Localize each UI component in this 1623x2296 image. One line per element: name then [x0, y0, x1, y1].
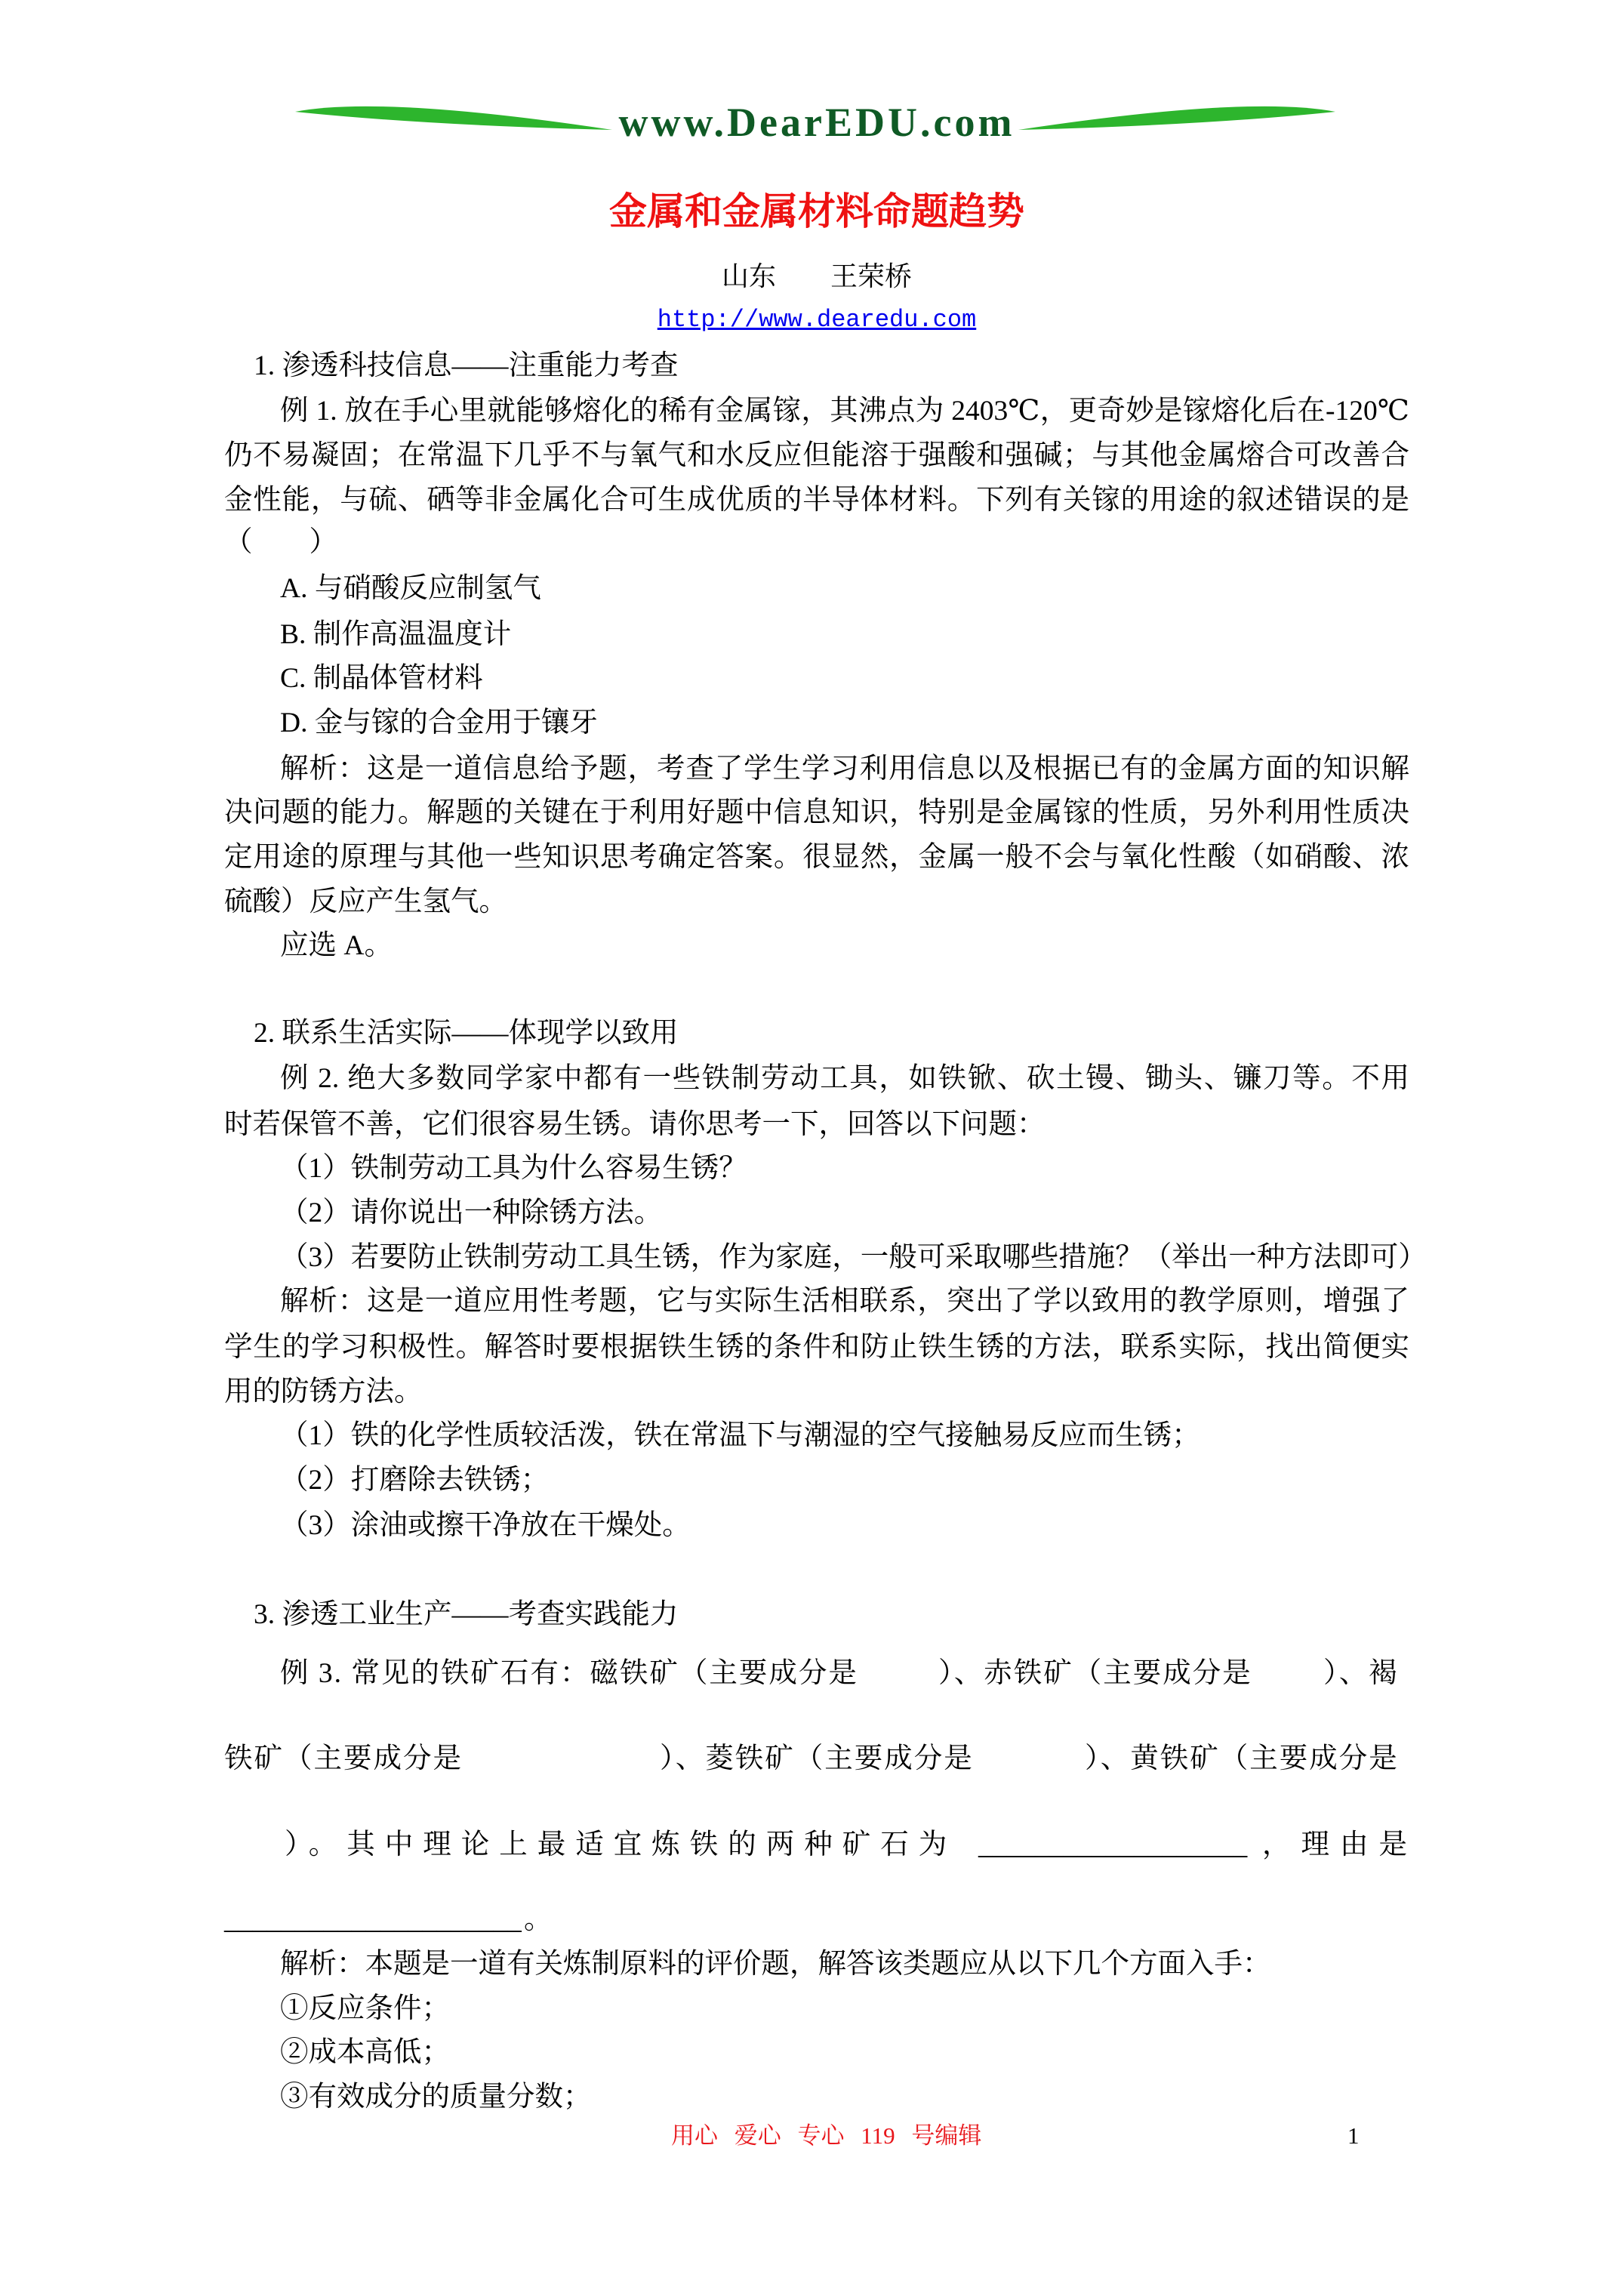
example-3-text: ）。其中理论上最适宜炼铁的两种矿石为 — [285, 1829, 957, 1860]
analysis-3-line: 解析：本题是一道有关炼制原料的评价题，解答该类题应从以下几个方面入手： — [280, 1949, 1271, 1980]
question-2-1: （1）铁制劳动工具为什么容易生锈？ — [280, 1153, 747, 1184]
question-2-2: （2）请你说出一种除锈方法。 — [280, 1197, 663, 1228]
example-1-line: 例 1. 放在手心里就能够熔化的稀有金属镓，其沸点为 2403℃，更奇妙是镓熔化后在-120℃ — [280, 396, 1409, 427]
analysis-1-line: 定用途的原理与其他一些知识思考确定答案。很显然，金属一般不会与氧化性酸（如硝酸、浓 — [224, 842, 1409, 873]
example-3-text: 例 3. 常见的铁矿石有：磁铁矿（主要成分是 — [280, 1658, 858, 1689]
option-d: D. 金与镓的合金用于镶牙 — [280, 707, 598, 738]
section-1-heading: 1. 渗透科技信息——注重能力考查 — [254, 350, 679, 381]
answer-2-1: （1）铁的化学性质较活泼，铁在常温下与潮湿的空气接触易反应而生锈； — [280, 1420, 1200, 1451]
question-2-3: （3）若要防止铁制劳动工具生锈，作为家庭，一般可采取哪些措施？（举出一种方法即可） — [280, 1242, 1427, 1273]
site-link[interactable]: http://www.dearedu.com — [657, 306, 977, 334]
page-title: 金属和金属材料命题趋势 — [609, 190, 1024, 233]
example-3-text: ）、菱铁矿（主要成分是 — [660, 1743, 974, 1774]
option-a: A. 与硝酸反应制氢气 — [280, 573, 541, 604]
answer-2-3: （3）涂油或擦干净放在干燥处。 — [280, 1510, 691, 1541]
example-3-line — [0, 1737, 1623, 1781]
site-logo-text: www.DearEDU.com — [618, 100, 1015, 145]
analysis-2-line: 解析：这是一道应用性考题，它与实际生活相联系，突出了学以致用的教学原则，增强了 — [280, 1286, 1409, 1317]
option-b: B. 制作高温温度计 — [280, 619, 512, 650]
analysis-1-line: 解析：这是一道信息给予题，考查了学生学习利用信息以及根据已有的金属方面的知识解 — [280, 754, 1409, 784]
example-3-line — [0, 1651, 1623, 1696]
example-1-line: 金性能，与硫、硒等非金属化合可生成优质的半导体材料。下列有关镓的用途的叙述错误的是 — [224, 485, 1409, 516]
point-2: ②成本高低； — [280, 2037, 450, 2068]
example-3-text: ）、赤铁矿（主要成分是 — [938, 1658, 1252, 1689]
example-3-text: ）、黄铁矿（主要成分是 — [1085, 1743, 1399, 1774]
example-1-answer-bracket: （ ） — [224, 527, 337, 558]
author-line: 山东 王荣桥 — [721, 261, 912, 291]
section-2-heading: 2. 联系生活实际——体现学以致用 — [254, 1018, 679, 1049]
example-3-text: ，理由是 — [1262, 1829, 1418, 1860]
point-3: ③有效成分的质量分数； — [280, 2082, 592, 2113]
header-banner — [0, 0, 1623, 181]
example-3-line — [0, 1897, 1623, 1942]
answer-blank: _____________________ — [224, 1904, 522, 1935]
analysis-2-line: 学生的学习积极性。解答时要根据铁生锈的条件和防止铁生锈的方法，联系实际，找出简便实 — [224, 1332, 1409, 1363]
answer-2-2: （2）打磨除去铁锈； — [280, 1465, 550, 1496]
answer-blank: ___________________ — [978, 1829, 1248, 1860]
footer-text: 用心 爱心 专心 119 号编辑 — [671, 2122, 982, 2149]
analysis-1-line: 硫酸）反应产生氢气。 — [224, 886, 507, 917]
example-3-line — [0, 1823, 1623, 1867]
example-2-line: 时若保管不善，它们很容易生锈。请你思考一下，回答以下问题： — [224, 1109, 1046, 1140]
analysis-1-line: 决问题的能力。解题的关键在于利用好题中信息知识，特别是金属镓的性质，另外利用性质决 — [224, 797, 1409, 828]
example-2-line: 例 2. 绝大多数同学家中都有一些铁制劳动工具，如铁锨、砍土镘、锄头、镰刀等。不用 — [280, 1063, 1409, 1094]
example-1-line: 仍不易凝固；在常温下几乎不与氧气和水反应但能溶于强酸和强碱；与其他金属熔合可改善合 — [224, 440, 1409, 471]
answer-1-line: 应选 A。 — [280, 930, 393, 961]
page-number: 1 — [1347, 2122, 1360, 2149]
section-3-heading: 3. 渗透工业生产——考查实践能力 — [254, 1599, 679, 1630]
point-1: ①反应条件； — [280, 1993, 450, 2024]
example-3-text: 铁矿（主要成分是 — [224, 1743, 463, 1774]
analysis-2-line: 用的防锈方法。 — [224, 1376, 423, 1407]
option-c: C. 制晶体管材料 — [280, 663, 483, 694]
example-3-text: 。 — [524, 1904, 553, 1935]
example-3-text: ）、褐 — [1323, 1658, 1399, 1689]
